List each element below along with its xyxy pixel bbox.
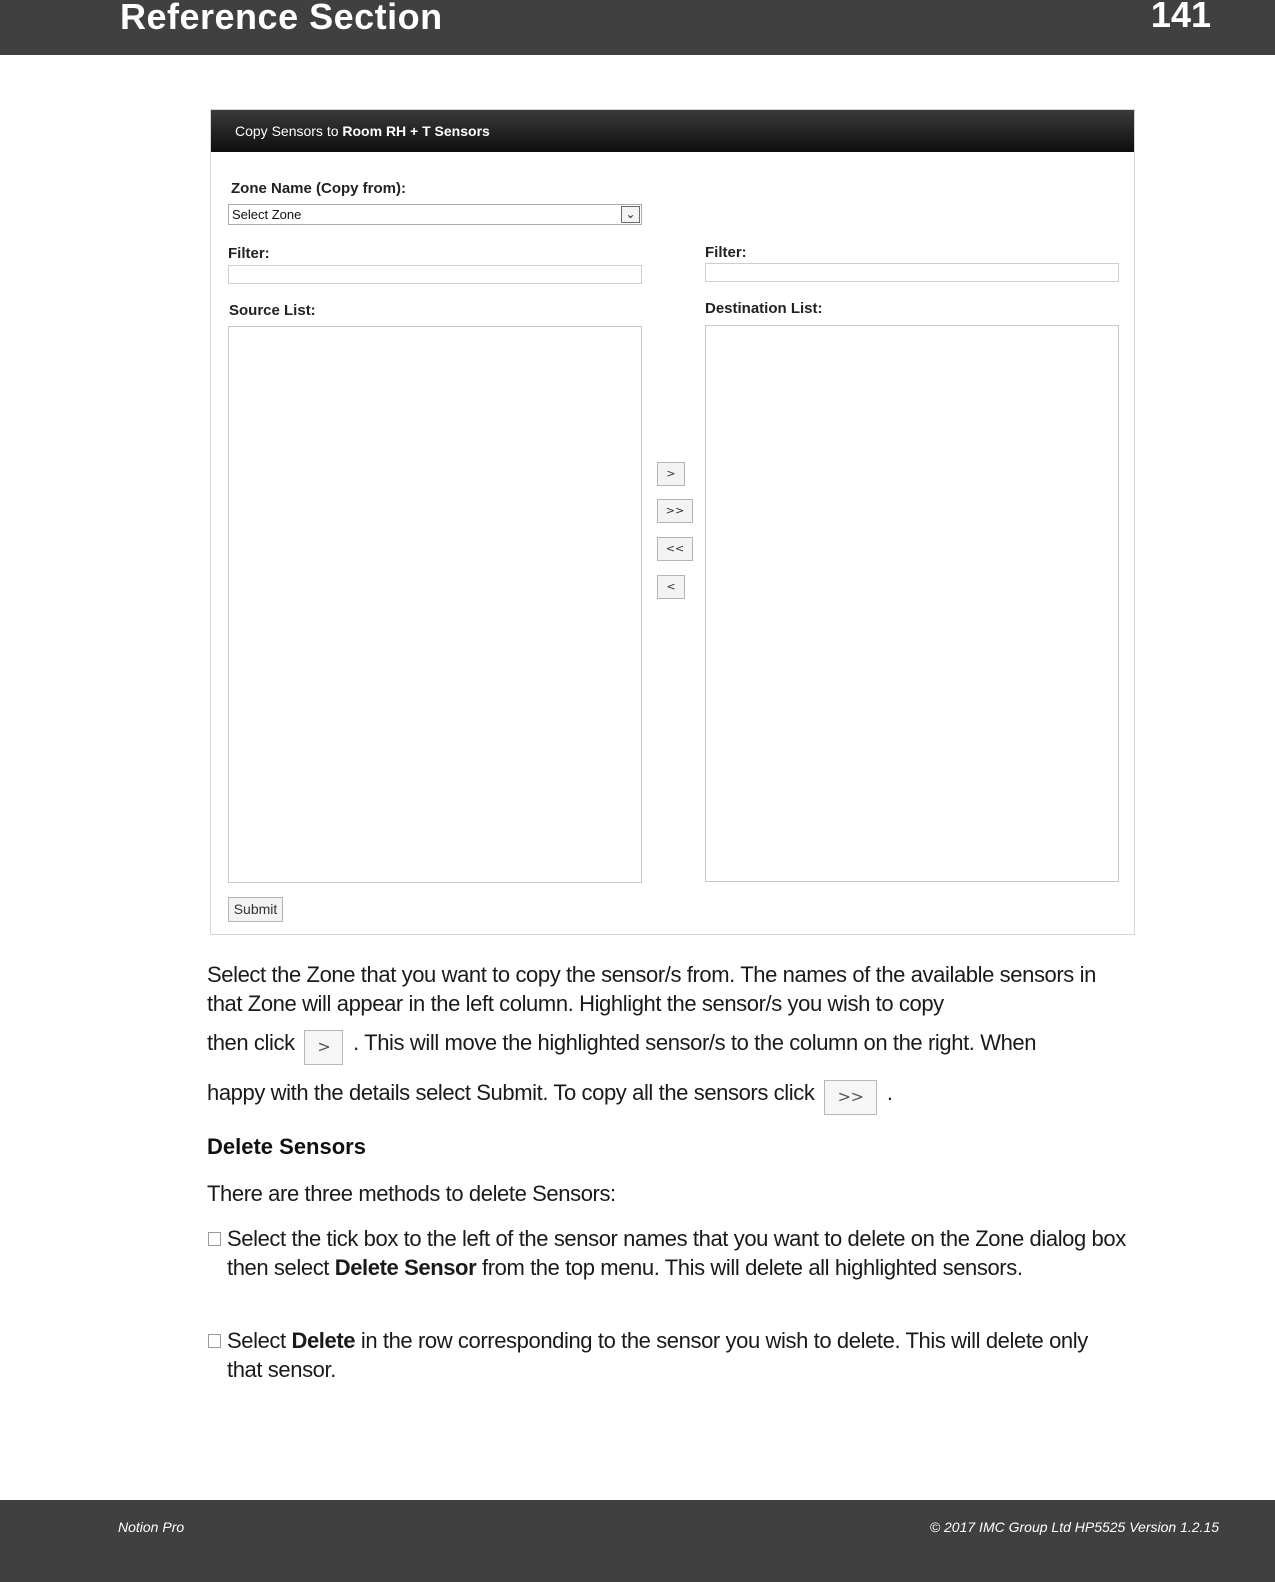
- source-list[interactable]: [228, 326, 642, 883]
- move-left-button[interactable]: <: [657, 575, 685, 599]
- bullet-box-icon: [208, 1334, 221, 1348]
- bullet2-text-b: in the row corresponding to the sensor you wish to delete. This will delete only that sensor.: [227, 1328, 1088, 1382]
- inline-move-right-button-image: >: [304, 1030, 343, 1065]
- para2-text-b: . This will move the highlighted sensor/s to the column on the right. When: [353, 1030, 1037, 1055]
- zone-select-value: Select Zone: [232, 207, 302, 222]
- para2-text-a: then click: [207, 1030, 295, 1055]
- dialog-titlebar: [211, 110, 1134, 152]
- inline-move-all-right-button-image: >>: [824, 1080, 877, 1115]
- delete-methods-intro: There are three methods to delete Sensors:: [207, 1181, 616, 1206]
- section-title: Reference Section: [120, 0, 443, 37]
- delete-sensors-heading: Delete Sensors: [207, 1134, 366, 1159]
- source-filter-input[interactable]: [228, 265, 642, 284]
- move-right-button[interactable]: >: [657, 462, 685, 486]
- move-all-right-button[interactable]: >>: [657, 499, 693, 523]
- instruction-paragraph-1: Select the Zone that you want to copy the sensor/s from. The names of the available sensors in that Zone will appear in the left column. Highlight the sensor/s you wish to copy: [207, 962, 1096, 1016]
- destination-filter-label: Filter:: [705, 244, 747, 261]
- bullet-box-icon: [208, 1232, 221, 1246]
- page-number: 141: [1150, 0, 1211, 35]
- move-all-left-button[interactable]: <<: [657, 537, 693, 561]
- source-filter-label: Filter:: [228, 245, 270, 262]
- bullet2-bold: Delete: [291, 1328, 356, 1353]
- delete-method-1: [207, 1225, 1127, 1282]
- footer-copyright: © 2017 IMC Group Ltd HP5525 Version 1.2.15: [929, 1519, 1219, 1535]
- page-footer: [0, 1500, 1275, 1582]
- dialog-title-target: Room RH + T Sensors: [342, 123, 490, 139]
- copy-sensors-dialog-screenshot: [210, 109, 1135, 935]
- chevron-down-icon[interactable]: ⌄: [621, 206, 640, 223]
- para3-text-a: happy with the details select Submit. To copy all the sensors click: [207, 1080, 815, 1105]
- para3-text-b: .: [886, 1080, 893, 1105]
- destination-filter-input[interactable]: [705, 263, 1119, 282]
- dialog-title-prefix: Copy Sensors to: [235, 123, 339, 139]
- instruction-paragraph-3: [207, 1074, 1127, 1115]
- footer-product-name: Notion Pro: [118, 1519, 185, 1535]
- destination-list-label: Destination List:: [705, 300, 823, 317]
- bullet2-text-a: Select: [227, 1328, 286, 1353]
- bullet1-text-b: from the top menu. This will delete all highlighted sensors.: [481, 1254, 1023, 1280]
- bullet1-bold: Delete Sensor: [334, 1254, 477, 1280]
- destination-list[interactable]: [705, 325, 1119, 882]
- source-list-label: Source List:: [229, 302, 316, 319]
- zone-name-label: Zone Name (Copy from):: [231, 180, 407, 197]
- delete-method-2: [207, 1327, 1127, 1384]
- bullet1-text-a: Select the tick box to the left of the sensor names that you want to delete on the Zone dialog box then select: [227, 1226, 1126, 1280]
- page-header: [0, 0, 1275, 55]
- instruction-paragraph-2: [207, 1024, 1127, 1065]
- zone-select[interactable]: [228, 204, 642, 225]
- submit-button[interactable]: Submit: [228, 897, 283, 922]
